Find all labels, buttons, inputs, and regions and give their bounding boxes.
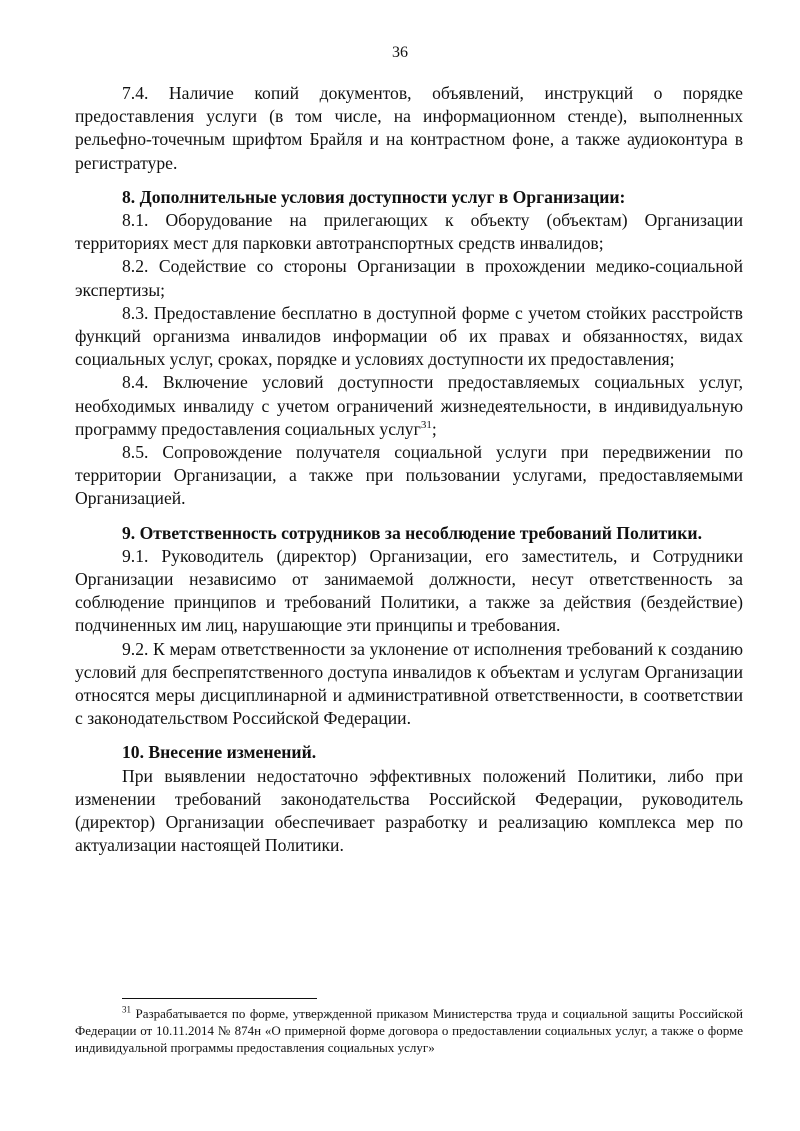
paragraph-9-2: 9.2. К мерам ответственности за уклонение от исполнения требований к созданию условий для беспрепятственного доступа инвалидов к объектам и услугам Организации относятся меры дисциплинарной и административной ответственности, в соответствии с законодательством Российской Федерации.: [75, 638, 743, 729]
footnote-number: 31: [122, 1004, 131, 1015]
section-gap: [75, 511, 743, 522]
footnote-divider: [122, 998, 317, 999]
section-gap: [75, 175, 743, 186]
paragraph-8-4-end: ;: [431, 418, 437, 439]
footnote: [75, 1005, 743, 1056]
paragraph-8-3: 8.3. Предоставление бесплатно в доступной форме с учетом стойких расстройств функций организма инвалидов информации об их правах и обязанностях, видах социальных услуг, сроках, порядке и условиях доступности их предоставления;: [75, 302, 743, 370]
paragraph-8-2: 8.2. Содействие со стороны Организации в прохождении медико-социальной экспертизы;: [75, 256, 743, 300]
paragraph-10: При выявлении недостаточно эффективных положений Политики, либо при изменении требований законодательства Российской Федерации, руководитель (директор) Организации обеспечивает разработку и реализацию комплекса мер по актуализации настоящей Политики.: [75, 765, 743, 856]
paragraph-8-4: [75, 371, 743, 441]
footnote-text: Разрабатывается по форме, утвержденной приказом Министерства труда и социальной защиты Российской Федерации от 10.11.2014 № 874н «О примерной форме договора о предоставлении социальных услуг, а также о форме индивидуальной программы предоставления социальных услуг»: [75, 1006, 743, 1055]
section-gap: [75, 730, 743, 741]
section-9-heading: 9. Ответственность сотрудников за несоблюдение требований Политики.: [122, 522, 702, 543]
paragraph-7-4: 7.4. Наличие копий документов, объявлений, инструкций о порядке предоставления услуги (в том числе, на информационном стенде), выполненных рельефно-точечным шрифтом Брайля и на контрастном фоне, а также аудиоконтура в регистратуре.: [75, 83, 743, 173]
page-number: 36: [392, 44, 408, 61]
paragraph-8-4-text: 8.4. Включение условий доступности предоставляемых социальных услуг, необходимых инвалиду с учетом ограничений жизнедеятельности, в индивидуальную программу предоставления социальных услуг: [75, 372, 743, 439]
footnote-reference[interactable]: 31: [420, 418, 432, 431]
paragraph-9-1: 9.1. Руководитель (директор) Организации, его заместитель, и Сотрудники Организации независимо от занимаемой должности, несут ответственность за соблюдение принципов и требований Политики, а также за действия (бездействие) подчиненных им лиц, нарушающие эти принципы и требования.: [75, 545, 743, 636]
page-body: [75, 82, 743, 858]
section-10-heading: 10. Внесение изменений.: [122, 742, 317, 763]
paragraph-8-1: 8.1. Оборудование на прилегающих к объекту (объектам) Организации территориях мест для парковки автотранспортных средств инвалидов;: [75, 210, 743, 254]
paragraph-8-5: 8.5. Сопровождение получателя социальной услуги при передвижении по территории Организации, а также при пользовании услугами, предоставляемыми Организацией.: [75, 442, 743, 509]
section-8-heading: 8. Дополнительные условия доступности услуг в Организации:: [122, 186, 626, 207]
